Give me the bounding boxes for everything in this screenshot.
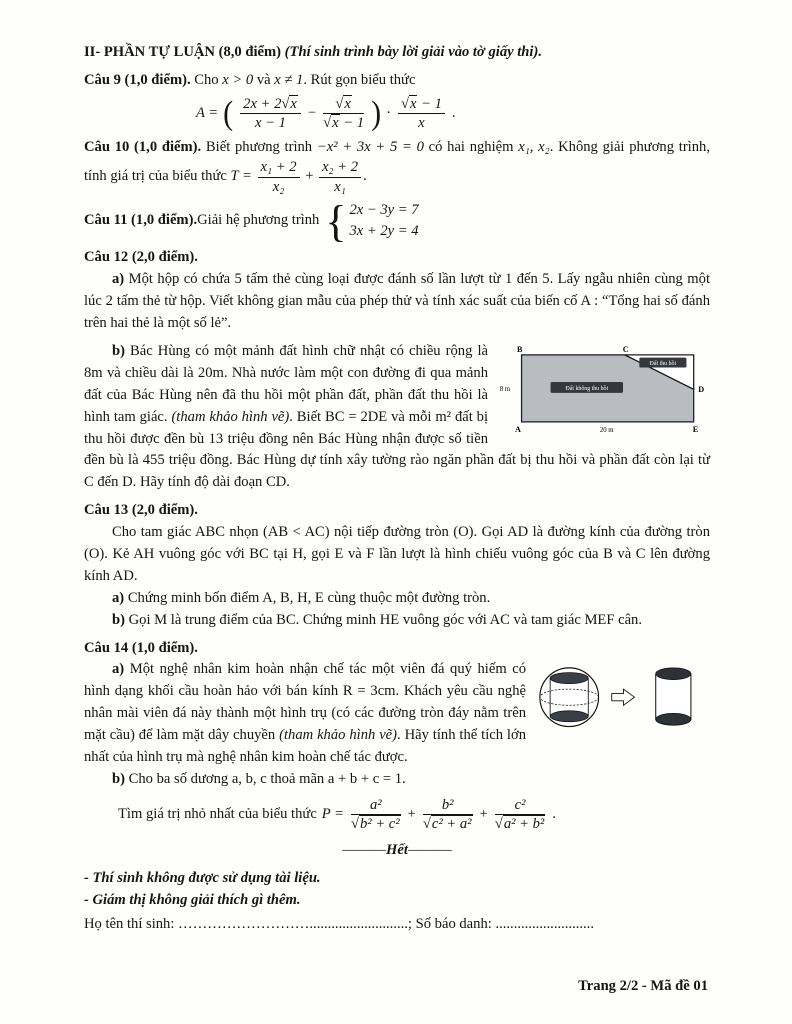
sqrt xyxy=(335,95,352,112)
cylinder-bottom-face xyxy=(656,714,691,726)
end-dash-right: ——— xyxy=(407,842,452,859)
sqrt-sign: √ xyxy=(422,816,431,833)
question-12-label: Câu 12 (2,0 điểm). xyxy=(84,249,198,266)
kept-label: Đất không thu hồi xyxy=(565,386,609,393)
sqrt-radicand: x xyxy=(409,95,417,112)
q14a-text-1: Một nghệ nhân kim hoàn nhận chế tác một viên đá quý hiếm có hình dạng khối cầu hoàn hảo với bán kính R = 3cm. Khách yêu cầu nghệ nhân mài viên đá này thành một hình trụ (có các đường tròn đáy nằm trên mặt cầu) để làm mặt dây chuyền xyxy=(84,661,526,744)
q14-formula-intro: Tìm giá trị nhỏ nhất của biểu thức xyxy=(118,805,317,822)
fraction-denominator xyxy=(351,815,401,832)
question-12a xyxy=(84,269,710,335)
fraction-numerator xyxy=(240,96,301,114)
system-equations xyxy=(349,201,418,241)
vertex-E: E xyxy=(692,424,699,434)
section-header xyxy=(84,42,710,64)
vertex-A: A xyxy=(514,424,521,434)
inscribed-cylinder-bottom xyxy=(550,711,588,722)
fraction-denominator xyxy=(495,815,546,832)
minus-op: − xyxy=(307,104,317,121)
fraction xyxy=(258,159,300,195)
end-dash-left: ——— xyxy=(342,842,387,859)
q9-text-1: Cho xyxy=(190,71,223,88)
q14b-text: Cho ba số dương a, b, c thoả mãn a + b + c = 1. xyxy=(124,770,406,787)
equation-2: 3x + 2y = 4 xyxy=(349,222,419,239)
vertex-B: B xyxy=(517,345,523,355)
fraction-numerator xyxy=(398,96,445,114)
candidate-id-line: Họ tên thí sinh: ………………………...........................; Số báo danh: ........................... xyxy=(84,916,594,933)
fraction-denominator: x xyxy=(418,115,425,132)
inscribed-cylinder-top xyxy=(550,673,588,684)
equation-system xyxy=(325,196,419,246)
sqrt-sign: √ xyxy=(281,95,290,112)
q10-formula-lhs: T = xyxy=(230,168,252,185)
question-13b xyxy=(84,610,710,632)
q14a-text-2: . Hãy tính thể tích lớn nhất của hình trụ mà nghệ nhân kim hoàn chế tác được. xyxy=(84,727,526,766)
question-14b xyxy=(84,769,710,791)
q11-text: Giải hệ phương trình xyxy=(197,212,320,229)
q12b-text-1: Bác Hùng có một mảnh đất hình chữ nhật có chiều rộng là 8m và chiều dài là 20m. Nhà nước làm một con đường đi qua mảnh đất của Bác Hùng nên đã thu hồi một phần đất, phần đất thu hồi là hình tam giác. xyxy=(84,342,488,425)
fraction-denominator: x₂ xyxy=(272,178,285,195)
q9-text-3: . Rút gọn biểu thức xyxy=(303,71,416,88)
q12a-text: Một hộp có chứa 5 tấm thẻ cùng loại được đánh số lần lượt từ 1 đến 5. Lấy ngẫu nhiên cùng một lúc 2 tấm thẻ từ hộp. Viết không gian mẫu của phép thử và tính xác suất của biến cố A : “Tổng hai số đánh trên hai thẻ là một số lẻ”. xyxy=(84,271,710,332)
question-12b xyxy=(84,341,710,494)
vertex-C: C xyxy=(622,345,629,355)
sqrt xyxy=(281,95,298,112)
q14a-figure-note: (tham khảo hình vẽ) xyxy=(279,727,398,744)
sqrt-radicand: b² + c² xyxy=(359,816,400,833)
q14b-label: b) xyxy=(112,770,125,787)
q13b-label: b) xyxy=(112,611,125,628)
den-text: − 1 xyxy=(339,115,365,132)
q12b-text-2: . Biết BC = 2DE và mỗi m² đất bị thu hồi được đền bù 13 triệu đồng nên Bác Hùng nhận được số tiền đền bù là 455 triệu đồng. Bác Hùng dự tính xây tường rào ngăn phần đất bị thu hồi và phần đất còn lại từ C đến D. Hãy tính độ dài đoạn CD. xyxy=(84,408,710,491)
q14a-label: a) xyxy=(112,661,125,678)
period: . xyxy=(363,168,367,185)
exam-rule-2: - Giám thị không giải thích gì thêm. xyxy=(84,892,301,909)
sqrt-sign: √ xyxy=(350,816,359,833)
land-plot-figure xyxy=(498,344,710,436)
question-12-label-line xyxy=(84,247,710,269)
sqrt xyxy=(351,815,401,832)
plus-op: + xyxy=(305,168,314,185)
q14-min-formula xyxy=(118,797,710,833)
question-9 xyxy=(84,70,710,92)
num-text: − 1 xyxy=(417,95,442,112)
sqrt-sign: √ xyxy=(494,816,503,833)
q9-math-2: x ≠ 1 xyxy=(274,71,304,88)
right-paren: ) xyxy=(371,94,382,132)
left-brace: { xyxy=(325,196,347,246)
fraction xyxy=(398,96,445,132)
sqrt-radicand: c² + a² xyxy=(431,816,472,833)
question-13-label-line xyxy=(84,500,710,522)
fraction xyxy=(319,159,361,195)
fraction xyxy=(495,797,546,833)
q13a-label: a) xyxy=(112,589,125,606)
fraction-denominator xyxy=(323,114,364,131)
question-14-label-line xyxy=(84,638,710,660)
q10-text-3: . Không giải phương trình, tính giá trị của biểu thức xyxy=(84,139,710,185)
fraction-denominator xyxy=(423,815,473,832)
fraction xyxy=(351,797,401,833)
sqrt-radicand: a² + b² xyxy=(503,816,545,833)
exam-rule-1: - Thí sinh không được sử dụng tài liệu. xyxy=(84,870,321,887)
reclaimed-label: Đất thu hồi xyxy=(649,360,677,367)
q12a-label: a) xyxy=(112,271,125,288)
q13a-text: Chứng minh bốn điểm A, B, H, E cùng thuộc một đường tròn. xyxy=(124,589,491,606)
fraction-denominator: x₁ xyxy=(334,178,346,195)
num-text: 2x + 2 xyxy=(243,95,282,112)
fraction-numerator: b² xyxy=(423,797,473,815)
height-dim-label: 8 m xyxy=(499,386,511,394)
sqrt-radicand: x xyxy=(332,115,339,132)
fraction-numerator xyxy=(323,96,364,114)
sqrt-sign: √ xyxy=(323,115,332,132)
page-number: Trang 2/2 - Mã đề 01 xyxy=(578,978,708,995)
sqrt xyxy=(495,815,546,832)
sqrt xyxy=(323,114,340,131)
end-marker xyxy=(84,840,710,862)
q9-math-1: x > 0 xyxy=(222,71,254,88)
sqrt-sign: √ xyxy=(400,95,409,112)
question-11 xyxy=(84,196,710,246)
question-9-label: Câu 9 (1,0 điểm). xyxy=(84,71,191,88)
period: . xyxy=(552,805,556,822)
transform-arrow-icon xyxy=(612,690,635,706)
q12b-figure-note: (tham khảo hình vẽ) xyxy=(171,408,290,425)
q10-math-2: x₁, x₂ xyxy=(518,139,550,156)
sqrt xyxy=(401,95,418,112)
left-paren: ( xyxy=(223,94,234,132)
plus-op: + xyxy=(407,805,416,822)
fraction-numerator: c² xyxy=(495,797,546,815)
q12b-label: b) xyxy=(112,342,125,359)
dot-op: · xyxy=(386,104,391,121)
question-14a xyxy=(84,659,710,768)
fraction-denominator: x − 1 xyxy=(255,115,286,132)
equation-1: 2x − 3y = 7 xyxy=(349,202,419,219)
sqrt-sign: √ xyxy=(335,95,344,112)
sqrt-radicand: x xyxy=(290,95,297,112)
question-10 xyxy=(84,137,710,195)
q13b-text: Gọi M là trung điểm của BC. Chứng minh HE vuông góc với AC và tam giác MEF cân. xyxy=(124,611,643,628)
sqrt xyxy=(423,815,473,832)
q10-math-1: −x² + 3x + 5 = 0 xyxy=(316,139,424,156)
period: . xyxy=(451,104,456,121)
sphere-cylinder-figure xyxy=(534,662,710,732)
question-13a xyxy=(84,588,710,610)
q9-text-2: và xyxy=(253,71,275,88)
q9-formula xyxy=(196,96,710,132)
question-13-intro: Cho tam giác ABC nhọn (AB < AC) nội tiếp đường tròn (O). Gọi AD là đường kính của đường tròn (O). Kẻ AH vuông góc với BC tại H, gọi E và F lần lượt là hình chiếu vuông góc của B và C lên đường kính AD. xyxy=(84,524,710,584)
question-10-label: Câu 10 (1,0 điểm). xyxy=(84,139,202,156)
question-14-label: Câu 14 (1,0 điểm). xyxy=(84,639,198,656)
q10-text-1: Biết phương trình xyxy=(201,139,317,156)
fraction xyxy=(423,797,473,833)
q9-formula-lhs: A = xyxy=(196,104,219,121)
section-title: II- PHẦN TỰ LUẬN (8,0 điểm) xyxy=(84,44,282,60)
q10-text-2: có hai nghiệm xyxy=(423,139,519,156)
width-dim-label: 20 m xyxy=(599,426,614,434)
fraction-numerator: a² xyxy=(351,797,401,815)
cylinder-top-face xyxy=(656,668,691,680)
q14-formula-lhs: P = xyxy=(321,805,344,822)
fraction-numerator: x₁ + 2 xyxy=(258,159,300,177)
question-11-label: Câu 11 (1,0 điểm). xyxy=(84,212,198,229)
fraction-numerator: x₂ + 2 xyxy=(319,159,361,177)
vertex-D: D xyxy=(698,384,705,394)
end-word: Hết xyxy=(386,842,408,859)
fraction xyxy=(240,96,301,132)
section-note: (Thí sinh trình bày lời giải vào tờ giấy thi). xyxy=(284,44,542,60)
sqrt-radicand: x xyxy=(344,95,351,112)
plus-op: + xyxy=(479,805,488,822)
fraction xyxy=(323,96,364,132)
question-13-label: Câu 13 (2,0 điểm). xyxy=(84,502,198,519)
